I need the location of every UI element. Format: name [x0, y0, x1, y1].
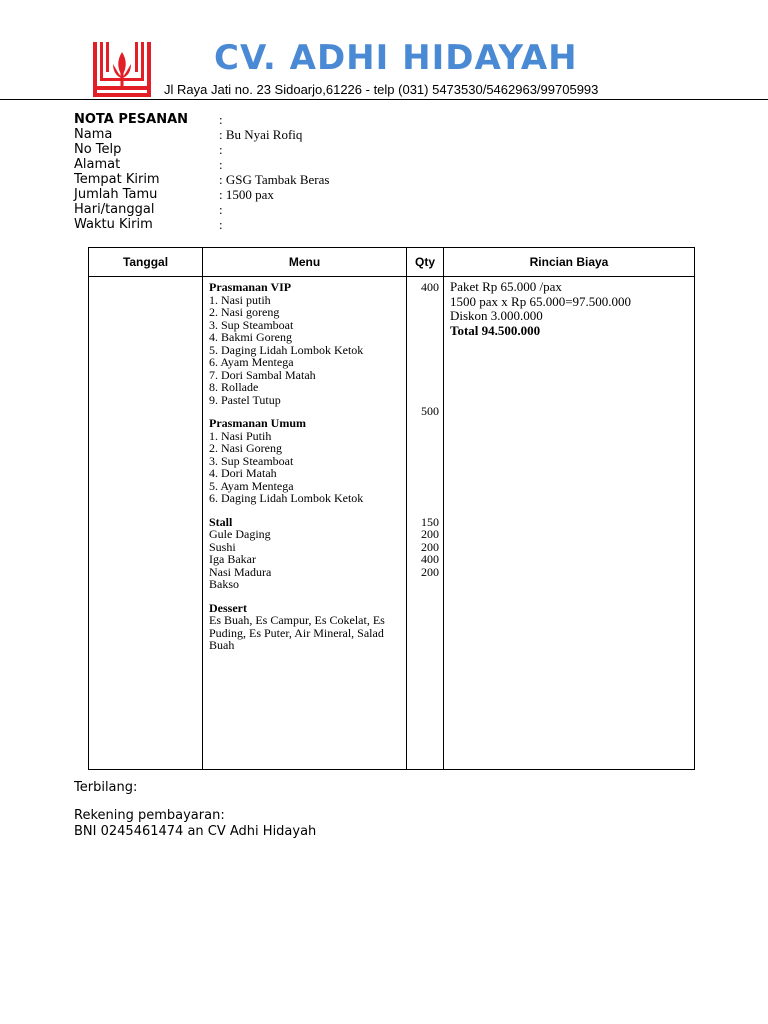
info-label: Hari/tanggal [74, 202, 155, 217]
menu-cell [203, 277, 407, 770]
menu-section-umum [209, 417, 402, 505]
info-label: Tempat Kirim [74, 172, 160, 187]
info-value: : [219, 112, 223, 127]
tanggal-cell [89, 277, 203, 770]
menu-item: Iga Bakar [209, 552, 256, 566]
qty-section-umum [407, 405, 439, 493]
menu-item: 9. Pastel Tutup [209, 392, 281, 407]
rincian-line: 1500 pax x Rp 65.000=97.500.000 [450, 293, 632, 309]
header-divider [0, 99, 768, 100]
qty-cell [407, 277, 444, 770]
menu-item: 6. Daging Lidah Lombok Ketok [209, 491, 364, 505]
info-value: : [219, 142, 223, 157]
menu-item: 5. Daging Lidah Lombok Ketok [209, 342, 364, 357]
company-address: Jl Raya Jati no. 23 Sidoarjo,61226 - telp (031) 5473530/5462963/99705993 [164, 82, 599, 97]
info-value: : [219, 202, 223, 217]
section-title: Prasmanan VIP [209, 280, 292, 294]
col-header-tanggal: Tanggal [89, 248, 203, 277]
menu-item: 8. Rollade [209, 380, 259, 394]
terbilang-label: Terbilang: [74, 780, 138, 795]
rekening-label: Rekening pembayaran: [74, 808, 225, 823]
info-value: : Bu Nyai Rofiq [219, 127, 303, 142]
qty-section-vip [407, 281, 439, 394]
rincian-line: Paket Rp 65.000 /pax [450, 279, 562, 294]
company-logo-icon [93, 42, 151, 97]
info-value: : [219, 217, 223, 232]
col-header-rincian: Rincian Biaya [444, 248, 695, 277]
company-name: CV. ADHI HIDAYAH [214, 38, 578, 78]
info-value: : GSG Tambak Beras [219, 172, 330, 187]
info-value: : 1500 pax [219, 187, 274, 202]
menu-item: Bakso [209, 577, 239, 591]
menu-item: 1. Nasi putih [209, 292, 271, 307]
rekening-value: BNI 0245461474 an CV Adhi Hidayah [74, 824, 317, 839]
col-header-qty: Qty [407, 248, 444, 277]
menu-section-stall [209, 516, 402, 591]
qty-section-stall [407, 503, 439, 578]
rincian-total: Total 94.500.000 [450, 322, 541, 338]
menu-item: Nasi Madura [209, 564, 272, 579]
menu-item: 1. Nasi Putih [209, 428, 272, 443]
menu-item: 3. Sup Steamboat [209, 317, 294, 332]
qty-value: 400 [421, 280, 439, 294]
qty-value: 200 [421, 539, 439, 554]
qty-value: 200 [421, 564, 439, 579]
info-label: Waktu Kirim [74, 217, 153, 232]
menu-item: 4. Dori Matah [209, 466, 277, 480]
section-title: Dessert [209, 600, 247, 615]
info-label: Jumlah Tamu [74, 187, 158, 202]
menu-item: 7. Dori Sambal Matah [209, 367, 316, 382]
section-title: Prasmanan Umum [209, 416, 307, 430]
info-label: Nama [74, 127, 113, 142]
dessert-line: Buah [209, 638, 235, 652]
info-label: NOTA PESANAN [74, 112, 189, 127]
menu-item: Sushi [209, 539, 236, 554]
dessert-line: Es Buah, Es Campur, Es Cokelat, Es [209, 613, 385, 627]
menu-section-vip [209, 281, 402, 406]
menu-item: Gule Daging [209, 527, 271, 541]
menu-section-dessert [209, 602, 402, 652]
menu-item: 3. Sup Steamboat [209, 453, 294, 468]
menu-item: 2. Nasi Goreng [209, 441, 282, 455]
info-label: Alamat [74, 157, 121, 172]
info-value: : [219, 157, 223, 172]
qty-value: 500 [421, 403, 439, 418]
qty-value: 400 [421, 552, 439, 566]
section-title: Stall [209, 514, 233, 529]
qty-value: 150 [421, 514, 439, 529]
info-label: No Telp [74, 142, 122, 157]
menu-item: 2. Nasi goreng [209, 305, 280, 319]
rincian-line: Diskon 3.000.000 [450, 308, 543, 323]
rincian-cell [444, 277, 695, 770]
order-table [88, 247, 695, 770]
col-header-menu: Menu [203, 248, 407, 277]
menu-item: 5. Ayam Mentega [209, 478, 294, 493]
dessert-line: Puding, Es Puter, Air Mineral, Salad [209, 625, 384, 640]
qty-value: 200 [421, 527, 439, 541]
menu-item: 6. Ayam Mentega [209, 355, 294, 369]
menu-item: 4. Bakmi Goreng [209, 330, 292, 344]
